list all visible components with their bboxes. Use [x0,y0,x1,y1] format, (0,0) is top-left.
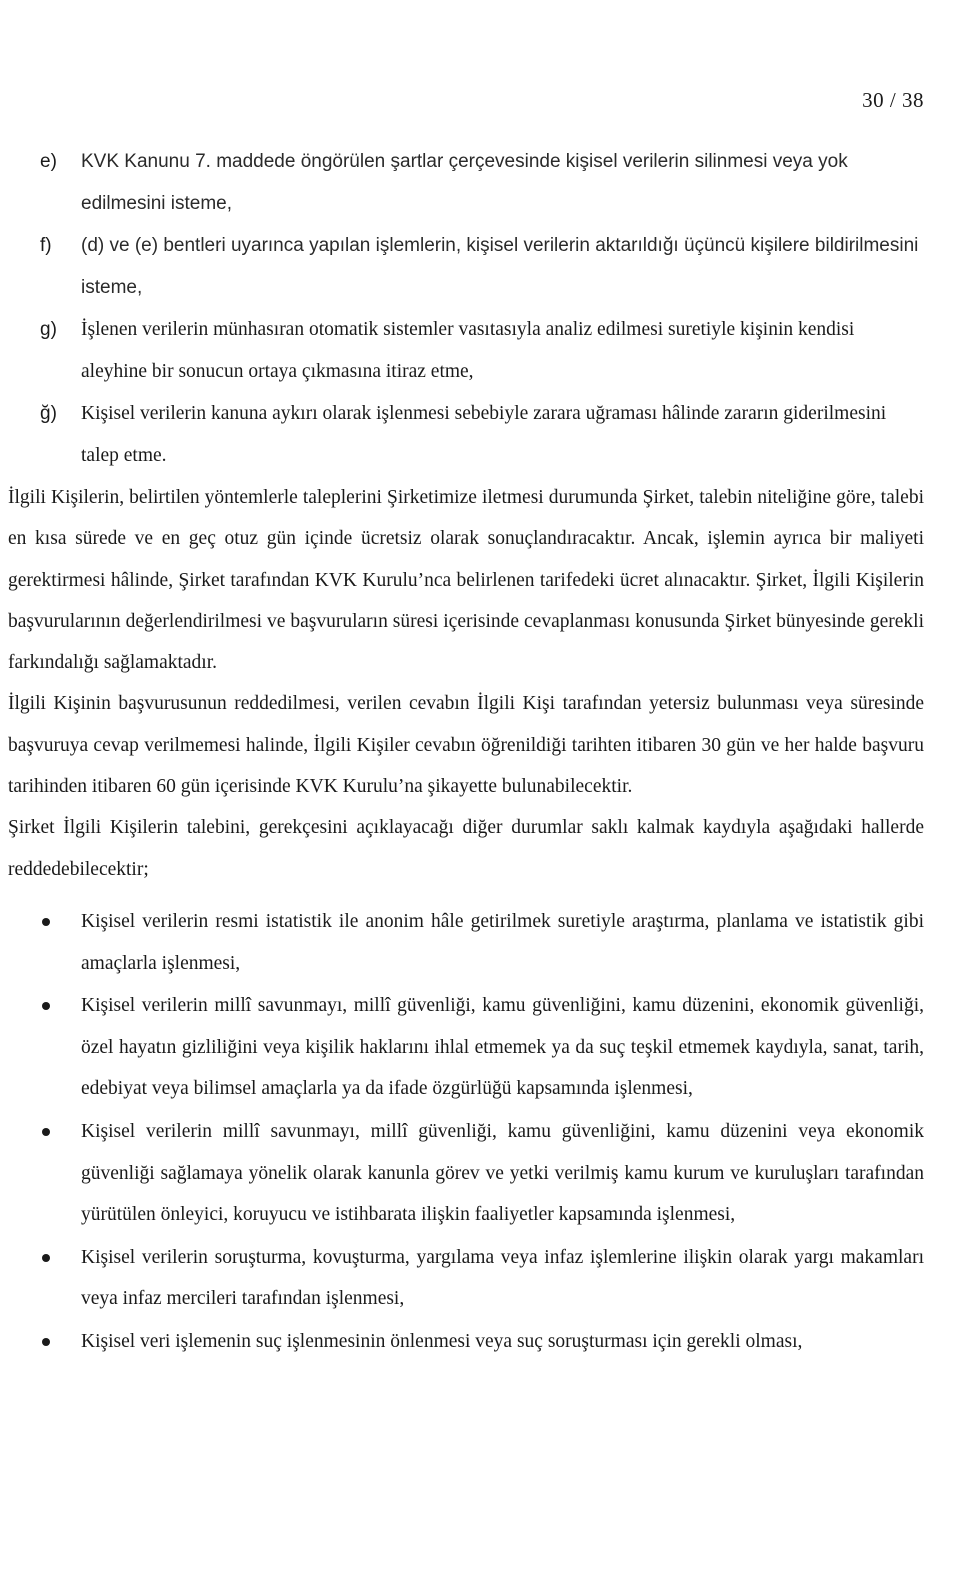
list-item [8,225,924,309]
list-item [8,985,924,1110]
list-marker: f) [40,235,52,256]
list-item-text: (d) ve (e) bentleri uyarınca yapılan işlemlerin, kişisel verilerin aktarıldığı üçüncü kişilere bildirilmesini isteme, [81,235,919,298]
list-item [8,309,924,393]
list-item [8,901,924,984]
list-item-text: Kişisel verilerin resmi istatistik ile anonim hâle getirilmek suretiyle araştırma, planlama ve istatistik gibi amaçlarla işlenmesi, [81,910,924,974]
list-marker: g) [40,319,57,340]
list-item [8,1321,924,1363]
rejection-cases-list [8,901,924,1363]
list-item [8,393,924,477]
list-item-text: Kişisel veri işlemenin suç işlenmesinin önlenmesi veya suç soruşturması için gerekli olması, [81,1330,803,1352]
rights-list [8,141,924,477]
paragraph-complaint: İlgili Kişinin başvurusunun reddedilmesi, verilen cevabın İlgili Kişi tarafından yetersiz bulunması veya süresinde başvuruya cevap verilmemesi halinde, İlgili Kişiler cevabın öğrenildiği tarihten itibaren 30 gün ve her halde başvuru tarihinden itibaren 60 gün içerisinde KVK Kurulu’na şikayette bulunabilecektir. [8,693,924,798]
list-item-text: İşlenen verilerin münhasıran otomatik sistemler vasıtasıyla analiz edilmesi suretiyle kişinin kendisi aleyhine bir sonucun ortaya çıkmasına itiraz etme, [81,319,855,382]
list-item [8,141,924,225]
list-item [8,1237,924,1320]
paragraph-rejection-cases: Şirket İlgili Kişilerin talebini, gerekçesini açıklayacağı diğer durumlar saklı kalmak kaydıyla aşağıdaki hallerde reddedebilecektir; [8,817,924,880]
list-item-text: KVK Kanunu 7. maddede öngörülen şartlar çerçevesinde kişisel verilerin silinmesi veya yok edilmesini isteme, [81,151,848,214]
list-item [8,1111,924,1236]
page-number: 30 / 38 [862,88,924,112]
list-item-text: Kişisel verilerin millî savunmayı, millî güvenliği, kamu güvenliğini, kamu düzenini, ekonomik güvenliği, özel hayatın gizliliğini veya kişilik haklarını ihlal etmemek ya da suç teşkil etmemek kaydıyla, sanat, tarih, edebiyat veya bilimsel amaçlarla ya da ifade özgürlüğü kapsamında işlenmesi, [81,995,924,1100]
list-item-text: Kişisel verilerin soruşturma, kovuşturma, yargılama veya infaz işlemlerine ilişkin olarak yargı makamları veya infaz mercileri tarafından işlenmesi, [81,1246,924,1310]
paragraph-application-processing: İlgili Kişilerin, belirtilen yöntemlerle taleplerini Şirketimize iletmesi durumunda Şirket, talebin niteliğine göre, talebi en kısa sürede ve en geç otuz gün içinde ücretsiz olarak sonuçlandıracaktır. Ancak, işlemin ayrıca bir maliyeti gerektirmesi hâlinde, Şirket tarafından KVK Kurulu’nca belirlenen tarifedeki ücret alınacaktır. Şirket, İlgili Kişilerin başvurularının değerlendirilmesi ve başvuruların süresi içerisinde cevaplanması konusunda Şirket bünyesinde gerekli farkındalığı sağlamaktadır. [8,487,924,674]
document-body [8,141,924,1363]
list-item-text: Kişisel verilerin kanuna aykırı olarak işlenmesi sebebiyle zarara uğraması hâlinde zararın giderilmesini talep etme. [81,403,887,466]
bullet-icon [42,1254,50,1262]
list-marker: e) [40,151,57,172]
bullet-icon [42,1338,50,1346]
bullet-icon [42,918,50,926]
list-item-text: Kişisel verilerin millî savunmayı, millî güvenliği, kamu güvenliğini, kamu düzenini veya ekonomik güvenliği sağlamaya yönelik olarak kanunla görev ve yetki verilmiş kamu kurum ve kuruluşları tarafından yürütülen önleyici, koruyucu ve istihbarata ilişkin faaliyetler kapsamında işlenmesi, [81,1120,924,1226]
list-marker: ğ) [40,403,57,424]
bullet-icon [42,1002,50,1010]
bullet-icon [42,1128,50,1136]
